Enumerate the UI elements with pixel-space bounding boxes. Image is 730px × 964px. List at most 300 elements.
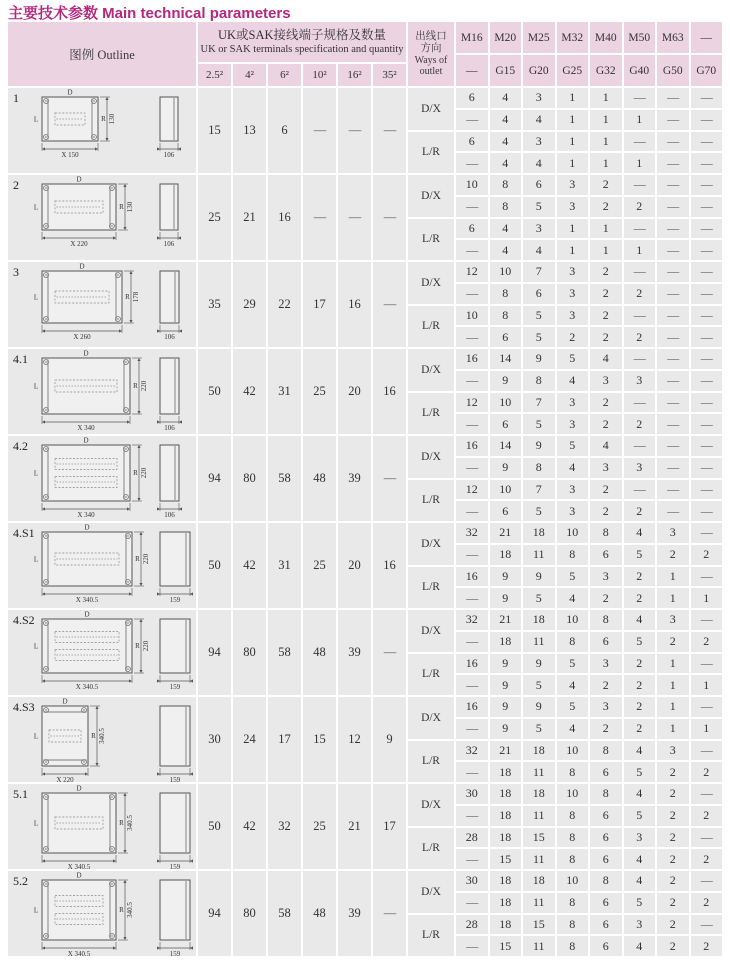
gland-qty-r2-c1: — xyxy=(456,110,488,130)
gland-qty-r3-c1: 28 xyxy=(456,915,488,935)
header-ways-of-outlet xyxy=(408,22,454,86)
outlet-lr-label: L/R xyxy=(408,915,454,957)
gland-qty-r1-c2: 21 xyxy=(490,523,522,543)
terminal-count-35²: — xyxy=(373,175,406,260)
terminal-count-2.5²: 94 xyxy=(198,610,231,695)
gland-qty-r4-c4: 3 xyxy=(557,414,589,434)
gland-qty-r4-c2: 4 xyxy=(490,240,522,260)
outlet-lr-label: L/R xyxy=(408,480,454,522)
row-number: 2 xyxy=(13,178,19,192)
gland-qty-r1-c8: — xyxy=(691,349,723,369)
gland-qty-r1-c6: 4 xyxy=(624,784,656,804)
gland-qty-r3-c7: 1 xyxy=(657,654,689,674)
gland-qty-r3-c2: 18 xyxy=(490,828,522,848)
gland-qty-r1-c5: 3 xyxy=(590,697,622,717)
gland-qty-r4-c4: 2 xyxy=(557,327,589,347)
gland-qty-r3-c3: 5 xyxy=(523,306,555,326)
gland-qty-r3-c3: 9 xyxy=(523,567,555,587)
gland-qty-r4-c8: — xyxy=(691,501,723,521)
outlet-lr-label: L/R xyxy=(408,219,454,261)
terminal-count-2.5²: 94 xyxy=(198,436,231,521)
outlet-lr-label: L/R xyxy=(408,654,454,696)
svg-text:R: R xyxy=(135,555,140,563)
gland-qty-r2-c5: 3 xyxy=(590,458,622,478)
outline-drawing xyxy=(8,523,196,608)
svg-text:159: 159 xyxy=(169,596,181,604)
header-size-4: 4² xyxy=(233,64,266,86)
header-g-none: — xyxy=(456,55,488,86)
gland-qty-r2-c7: 1 xyxy=(657,719,689,739)
terminal-count-16²: 20 xyxy=(338,349,371,434)
ways-line-1: 出线口 xyxy=(415,31,447,43)
gland-qty-r2-c6: 5 xyxy=(624,545,656,565)
gland-qty-r4-c7: 1 xyxy=(657,675,689,695)
gland-qty-r4-c3: 4 xyxy=(523,153,555,173)
gland-qty-r4-c4: 1 xyxy=(557,240,589,260)
gland-qty-r4-c5: 2 xyxy=(590,501,622,521)
gland-qty-r1-c5: 1 xyxy=(590,88,622,108)
outline-drawing xyxy=(8,871,196,956)
outline-drawing xyxy=(8,175,196,260)
terminal-count-6²: 31 xyxy=(268,523,301,608)
gland-qty-r3-c3: 7 xyxy=(523,480,555,500)
terminal-count-2.5²: 50 xyxy=(198,784,231,869)
terminal-count-6²: 22 xyxy=(268,262,301,347)
gland-qty-r2-c4: 8 xyxy=(557,545,589,565)
gland-grid-4.2 xyxy=(456,436,722,521)
gland-qty-r2-c7: 2 xyxy=(657,545,689,565)
gland-qty-r1-c7: — xyxy=(657,262,689,282)
gland-qty-r1-c7: 2 xyxy=(657,871,689,891)
gland-qty-r3-c2: 9 xyxy=(490,567,522,587)
gland-qty-r1-c5: 8 xyxy=(590,784,622,804)
gland-qty-r3-c4: 3 xyxy=(557,393,589,413)
gland-grid-4.S2 xyxy=(456,610,722,695)
terminal-count-35²: — xyxy=(373,436,406,521)
gland-qty-r2-c2: 4 xyxy=(490,110,522,130)
gland-qty-r2-c6: 5 xyxy=(624,893,656,913)
gland-qty-r2-c4: 4 xyxy=(557,371,589,391)
gland-qty-r1-c8: — xyxy=(691,697,723,717)
svg-text:106: 106 xyxy=(164,424,175,432)
gland-qty-r4-c3: 4 xyxy=(523,240,555,260)
gland-qty-r3-c4: 3 xyxy=(557,306,589,326)
gland-qty-r2-c5: 3 xyxy=(590,371,622,391)
terminal-count-4²: 80 xyxy=(233,871,266,956)
gland-qty-r2-c8: — xyxy=(691,197,723,217)
header-uk-zh: UK或SAK接线端子规格及数量 xyxy=(217,28,387,43)
header-size-2.5: 2.5² xyxy=(198,64,231,86)
gland-qty-r4-c1: — xyxy=(456,327,488,347)
svg-text:R: R xyxy=(91,732,96,740)
gland-qty-r4-c7: — xyxy=(657,414,689,434)
gland-qty-r3-c8: — xyxy=(691,393,723,413)
side-view xyxy=(157,619,193,691)
gland-qty-r4-c8: 1 xyxy=(691,675,723,695)
gland-qty-r1-c6: — xyxy=(624,88,656,108)
front-view xyxy=(34,785,134,870)
gland-qty-r3-c3: 9 xyxy=(523,654,555,674)
ways-cell-4.1 xyxy=(408,349,454,434)
gland-qty-r4-c1: — xyxy=(456,414,488,434)
gland-qty-r2-c5: 6 xyxy=(590,893,622,913)
gland-qty-r3-c7: 2 xyxy=(657,915,689,935)
header-g50: G50 xyxy=(657,55,689,86)
gland-qty-r2-c2: 18 xyxy=(490,545,522,565)
outlet-lr-label: L/R xyxy=(408,741,454,783)
gland-qty-r2-c6: 3 xyxy=(624,458,656,478)
page-title: 主要技术参数 Main technical parameters xyxy=(8,5,291,22)
terminal-count-10²: 48 xyxy=(303,871,336,956)
terminal-count-6²: 31 xyxy=(268,349,301,434)
gland-qty-r2-c6: 2 xyxy=(624,719,656,739)
outline-cell-1 xyxy=(8,88,196,173)
gland-qty-r1-c3: 9 xyxy=(523,349,555,369)
table-row-4.S2 xyxy=(8,610,722,695)
header-m25: M25 xyxy=(523,22,555,53)
gland-qty-r4-c2: 9 xyxy=(490,675,522,695)
gland-qty-r3-c5: 3 xyxy=(590,567,622,587)
outlet-lr-label: L/R xyxy=(408,393,454,435)
gland-qty-r1-c2: 9 xyxy=(490,697,522,717)
gland-qty-r2-c5: 2 xyxy=(590,284,622,304)
gland-qty-r3-c7: — xyxy=(657,132,689,152)
gland-qty-r1-c2: 8 xyxy=(490,175,522,195)
terminal-count-35²: 16 xyxy=(373,523,406,608)
gland-qty-r4-c1: — xyxy=(456,762,488,782)
gland-qty-r2-c4: 4 xyxy=(557,458,589,478)
gland-qty-r2-c1: — xyxy=(456,458,488,478)
gland-qty-r1-c5: 2 xyxy=(590,262,622,282)
gland-qty-r4-c2: 15 xyxy=(490,849,522,869)
gland-qty-r3-c8: — xyxy=(691,741,723,761)
front-view xyxy=(34,611,150,692)
gland-qty-r4-c8: 2 xyxy=(691,849,723,869)
gland-qty-r2-c8: 2 xyxy=(691,893,723,913)
header-g32: G32 xyxy=(590,55,622,86)
svg-text:R: R xyxy=(133,382,138,390)
gland-qty-r2-c1: — xyxy=(456,719,488,739)
outline-cell-4.S2 xyxy=(8,610,196,695)
gland-qty-r3-c8: — xyxy=(691,915,723,935)
gland-qty-r4-c4: 8 xyxy=(557,936,589,956)
outline-drawing xyxy=(8,262,196,347)
gland-qty-r4-c2: 6 xyxy=(490,327,522,347)
gland-qty-r4-c1: — xyxy=(456,240,488,260)
gland-qty-r1-c5: 4 xyxy=(590,349,622,369)
side-view xyxy=(157,97,181,159)
gland-qty-r4-c4: 8 xyxy=(557,849,589,869)
gland-qty-r2-c2: 18 xyxy=(490,806,522,826)
outline-drawing xyxy=(8,349,196,434)
gland-qty-r2-c8: — xyxy=(691,284,723,304)
svg-text:L: L xyxy=(33,906,39,915)
svg-text:X 150: X 150 xyxy=(61,151,79,159)
ways-line-3: Ways of xyxy=(414,54,448,66)
gland-qty-r3-c1: 12 xyxy=(456,480,488,500)
gland-qty-r1-c7: — xyxy=(657,175,689,195)
gland-qty-r1-c5: 4 xyxy=(590,436,622,456)
gland-qty-r2-c3: 6 xyxy=(523,284,555,304)
gland-qty-r1-c4: 3 xyxy=(557,175,589,195)
front-view xyxy=(34,698,106,783)
gland-qty-r1-c6: — xyxy=(624,436,656,456)
svg-text:X 340.5: X 340.5 xyxy=(67,863,91,869)
gland-qty-r2-c4: 4 xyxy=(557,719,589,739)
terminal-count-35²: 17 xyxy=(373,784,406,869)
gland-qty-r3-c2: 9 xyxy=(490,654,522,674)
table-row-3 xyxy=(8,262,722,347)
terminal-count-10²: 17 xyxy=(303,262,336,347)
gland-qty-r4-c5: 1 xyxy=(590,240,622,260)
svg-text:R: R xyxy=(125,293,130,301)
row-number: 4.S1 xyxy=(13,526,35,540)
gland-qty-r1-c3: 3 xyxy=(523,88,555,108)
terminal-count-35²: — xyxy=(373,262,406,347)
gland-qty-r3-c7: — xyxy=(657,306,689,326)
gland-qty-r4-c2: 15 xyxy=(490,936,522,956)
outline-cell-4.S3 xyxy=(8,697,196,782)
gland-qty-r3-c4: 8 xyxy=(557,828,589,848)
terminal-count-6²: 6 xyxy=(268,88,301,173)
outline-drawing xyxy=(8,88,196,173)
terminal-count-6²: 58 xyxy=(268,436,301,521)
terminal-count-10²: 25 xyxy=(303,523,336,608)
gland-qty-r3-c8: — xyxy=(691,132,723,152)
gland-qty-r1-c4: 5 xyxy=(557,349,589,369)
gland-qty-r1-c6: — xyxy=(624,262,656,282)
gland-qty-r3-c4: 3 xyxy=(557,480,589,500)
gland-qty-r2-c3: 11 xyxy=(523,893,555,913)
gland-qty-r3-c5: 2 xyxy=(590,393,622,413)
terminal-count-35²: — xyxy=(373,610,406,695)
gland-qty-r2-c6: 2 xyxy=(624,284,656,304)
gland-qty-r2-c7: 2 xyxy=(657,632,689,652)
gland-qty-r2-c2: 8 xyxy=(490,284,522,304)
gland-qty-r4-c7: 2 xyxy=(657,849,689,869)
gland-qty-r4-c3: 11 xyxy=(523,936,555,956)
header-gland-block xyxy=(456,22,722,86)
outlet-dx-label: D/X xyxy=(408,784,454,826)
row-number: 3 xyxy=(13,265,19,279)
gland-qty-r3-c1: 28 xyxy=(456,828,488,848)
svg-text:130: 130 xyxy=(126,201,134,213)
outlet-dx-label: D/X xyxy=(408,175,454,217)
outline-drawing xyxy=(8,436,196,521)
header-g25: G25 xyxy=(557,55,589,86)
gland-qty-r3-c3: 18 xyxy=(523,741,555,761)
gland-qty-r2-c4: 1 xyxy=(557,110,589,130)
ways-cell-4.2 xyxy=(408,436,454,521)
gland-qty-r3-c3: 7 xyxy=(523,393,555,413)
gland-qty-r4-c4: 8 xyxy=(557,762,589,782)
gland-qty-r3-c7: — xyxy=(657,480,689,500)
gland-qty-r1-c3: 9 xyxy=(523,697,555,717)
gland-qty-r3-c5: 1 xyxy=(590,219,622,239)
gland-qty-r4-c2: 18 xyxy=(490,762,522,782)
gland-qty-r1-c6: — xyxy=(624,175,656,195)
outline-cell-3 xyxy=(8,262,196,347)
side-view xyxy=(157,271,182,341)
outlet-dx-label: D/X xyxy=(408,262,454,304)
outline-cell-4.1 xyxy=(8,349,196,434)
gland-qty-r1-c1: 10 xyxy=(456,175,488,195)
gland-qty-r3-c6: 3 xyxy=(624,915,656,935)
svg-text:X 260: X 260 xyxy=(73,333,91,341)
gland-qty-r1-c1: 32 xyxy=(456,523,488,543)
gland-qty-r4-c7: 1 xyxy=(657,588,689,608)
parameters-table xyxy=(8,22,722,956)
svg-text:D: D xyxy=(62,697,68,706)
gland-qty-r2-c4: 8 xyxy=(557,806,589,826)
svg-text:D: D xyxy=(76,175,82,184)
gland-qty-r2-c7: — xyxy=(657,110,689,130)
svg-text:D: D xyxy=(84,523,90,532)
gland-grid-5.1 xyxy=(456,784,722,869)
svg-text:L: L xyxy=(33,203,39,212)
header-size-6: 6² xyxy=(268,64,301,86)
gland-qty-r4-c8: 2 xyxy=(691,762,723,782)
gland-qty-r3-c1: 32 xyxy=(456,741,488,761)
gland-qty-r4-c1: — xyxy=(456,849,488,869)
gland-qty-r3-c5: 2 xyxy=(590,480,622,500)
gland-qty-r4-c1: — xyxy=(456,588,488,608)
outlet-dx-label: D/X xyxy=(408,697,454,739)
gland-qty-r3-c2: 10 xyxy=(490,393,522,413)
svg-text:L: L xyxy=(33,293,39,302)
gland-qty-r1-c4: 1 xyxy=(557,88,589,108)
gland-qty-r4-c8: — xyxy=(691,327,723,347)
gland-qty-r4-c3: 5 xyxy=(523,501,555,521)
gland-qty-r1-c5: 8 xyxy=(590,523,622,543)
svg-text:X 340: X 340 xyxy=(77,511,95,519)
gland-qty-r1-c2: 14 xyxy=(490,436,522,456)
gland-grid-4.1 xyxy=(456,349,722,434)
svg-text:106: 106 xyxy=(164,511,175,519)
row-number: 5.2 xyxy=(13,874,28,888)
gland-qty-r1-c3: 18 xyxy=(523,784,555,804)
svg-text:159: 159 xyxy=(169,950,181,956)
side-view xyxy=(157,532,193,604)
gland-qty-r2-c4: 3 xyxy=(557,284,589,304)
svg-text:L: L xyxy=(33,555,39,564)
gland-qty-r3-c6: — xyxy=(624,480,656,500)
svg-text:L: L xyxy=(33,469,39,478)
outline-drawing xyxy=(8,784,196,869)
side-view xyxy=(157,445,182,519)
gland-qty-r1-c6: 4 xyxy=(624,871,656,891)
row-number: 4.S3 xyxy=(13,700,35,714)
gland-grid-1 xyxy=(456,88,722,173)
gland-qty-r1-c5: 8 xyxy=(590,871,622,891)
gland-qty-r3-c1: 6 xyxy=(456,219,488,239)
gland-qty-r3-c7: 2 xyxy=(657,828,689,848)
header-outline: 图例 Outline xyxy=(8,22,196,86)
gland-qty-r3-c8: — xyxy=(691,480,723,500)
gland-qty-r2-c4: 3 xyxy=(557,197,589,217)
table-row-1 xyxy=(8,88,722,173)
svg-text:220: 220 xyxy=(140,380,148,392)
header-m50: M50 xyxy=(624,22,656,53)
svg-text:X 220: X 220 xyxy=(56,776,74,782)
gland-qty-r1-c6: 2 xyxy=(624,697,656,717)
gland-qty-r3-c4: 8 xyxy=(557,915,589,935)
gland-qty-r1-c7: — xyxy=(657,436,689,456)
outline-cell-5.2 xyxy=(8,871,196,956)
svg-text:D: D xyxy=(83,436,89,445)
front-view xyxy=(34,524,150,605)
gland-qty-r1-c5: 8 xyxy=(590,610,622,630)
gland-qty-r3-c7: — xyxy=(657,393,689,413)
gland-qty-r3-c2: 18 xyxy=(490,915,522,935)
front-view xyxy=(34,437,148,520)
gland-qty-r4-c7: 2 xyxy=(657,936,689,956)
gland-qty-r3-c8: — xyxy=(691,306,723,326)
gland-qty-r4-c7: — xyxy=(657,153,689,173)
gland-qty-r3-c6: 2 xyxy=(624,654,656,674)
gland-qty-r2-c6: 1 xyxy=(624,110,656,130)
outline-cell-5.1 xyxy=(8,784,196,869)
terminal-count-4²: 42 xyxy=(233,349,266,434)
table-row-2 xyxy=(8,175,722,260)
svg-text:178: 178 xyxy=(132,291,140,303)
gland-qty-r1-c8: — xyxy=(691,610,723,630)
table-row-4.S3 xyxy=(8,697,722,782)
gland-qty-r3-c4: 5 xyxy=(557,567,589,587)
terminal-count-2.5²: 50 xyxy=(198,349,231,434)
terminal-count-16²: 39 xyxy=(338,610,371,695)
gland-qty-r2-c2: 9 xyxy=(490,719,522,739)
terminal-count-2.5²: 35 xyxy=(198,262,231,347)
gland-qty-r1-c1: 30 xyxy=(456,871,488,891)
terminal-count-35²: 16 xyxy=(373,349,406,434)
outlet-lr-label: L/R xyxy=(408,132,454,174)
gland-qty-r4-c6: 4 xyxy=(624,936,656,956)
gland-qty-r1-c3: 18 xyxy=(523,871,555,891)
gland-qty-r2-c5: 2 xyxy=(590,719,622,739)
gland-qty-r2-c5: 6 xyxy=(590,632,622,652)
gland-qty-r1-c1: 16 xyxy=(456,349,488,369)
gland-qty-r1-c2: 10 xyxy=(490,262,522,282)
gland-qty-r2-c2: 9 xyxy=(490,458,522,478)
gland-qty-r1-c3: 9 xyxy=(523,436,555,456)
gland-qty-r2-c3: 11 xyxy=(523,806,555,826)
outline-cell-4.2 xyxy=(8,436,196,521)
gland-qty-r4-c6: 2 xyxy=(624,327,656,347)
outlet-dx-label: D/X xyxy=(408,436,454,478)
gland-qty-r1-c3: 7 xyxy=(523,262,555,282)
gland-qty-r1-c2: 18 xyxy=(490,871,522,891)
header-size-35: 35² xyxy=(373,64,406,86)
gland-qty-r1-c6: 4 xyxy=(624,523,656,543)
gland-qty-r4-c2: 4 xyxy=(490,153,522,173)
terminal-count-6²: 32 xyxy=(268,784,301,869)
gland-qty-r2-c4: 8 xyxy=(557,893,589,913)
terminal-count-2.5²: 94 xyxy=(198,871,231,956)
gland-qty-r2-c3: 11 xyxy=(523,632,555,652)
outlet-dx-label: D/X xyxy=(408,88,454,130)
gland-qty-r3-c2: 8 xyxy=(490,306,522,326)
gland-qty-r4-c6: 2 xyxy=(624,675,656,695)
front-view xyxy=(34,350,148,433)
outlet-dx-label: D/X xyxy=(408,871,454,913)
svg-text:R: R xyxy=(101,115,106,123)
gland-qty-r4-c7: — xyxy=(657,501,689,521)
ways-cell-3 xyxy=(408,262,454,347)
gland-qty-r3-c4: 1 xyxy=(557,219,589,239)
svg-text:220: 220 xyxy=(140,467,148,479)
ways-cell-1 xyxy=(408,88,454,173)
